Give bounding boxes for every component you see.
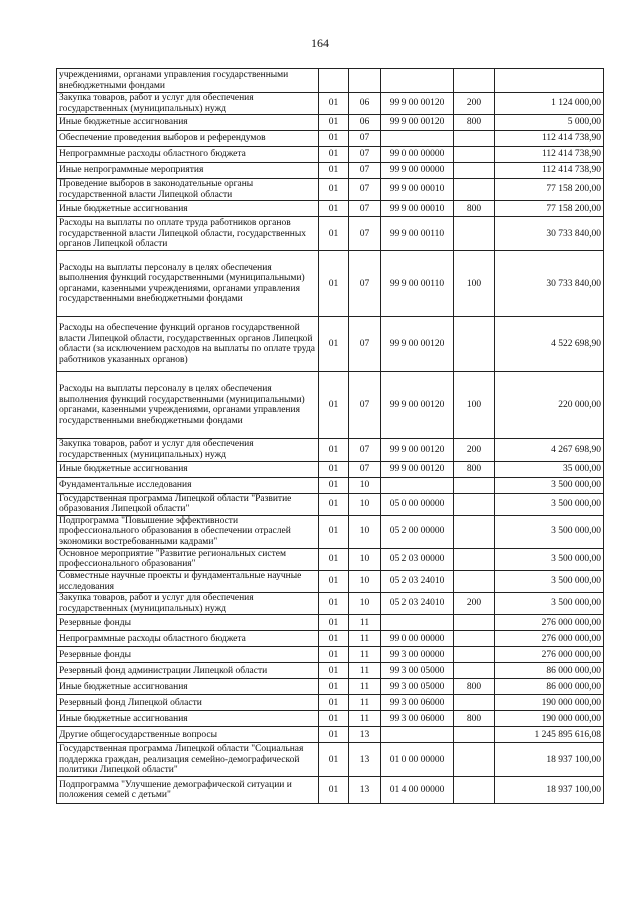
expense-type-cell: 200 <box>454 439 495 461</box>
target-article-cell: 99 9 00 00010 <box>381 201 454 217</box>
amount-cell: 190 000 000,00 <box>495 711 604 727</box>
row-name-cell: Иные бюджетные ассигнования <box>57 711 319 727</box>
target-article-cell: 99 9 00 00110 <box>381 217 454 251</box>
row-name-cell: Иные бюджетные ассигнования <box>57 115 319 131</box>
amount-cell: 3 500 000,00 <box>495 593 604 615</box>
table-row <box>57 743 604 777</box>
section-code-cell: 01 <box>319 251 349 317</box>
table-row <box>57 131 604 147</box>
amount-cell: 18 937 100,00 <box>495 743 604 777</box>
subsection-code-cell: 10 <box>349 593 381 615</box>
target-article-cell <box>381 727 454 743</box>
amount-cell: 3 500 000,00 <box>495 477 604 493</box>
expense-type-cell: 800 <box>454 711 495 727</box>
section-code-cell: 01 <box>319 163 349 179</box>
budget-table <box>56 68 604 804</box>
amount-cell: 77 158 200,00 <box>495 201 604 217</box>
table-row <box>57 570 604 592</box>
subsection-code-cell: 07 <box>349 163 381 179</box>
expense-type-cell <box>454 548 495 570</box>
expense-type-cell: 800 <box>454 461 495 477</box>
subsection-code-cell: 07 <box>349 147 381 163</box>
subsection-code-cell: 11 <box>349 631 381 647</box>
section-code-cell: 01 <box>319 372 349 439</box>
row-name-cell: Проведение выборов в законодательные органы государственной власти Липецкой области <box>57 179 319 201</box>
expense-type-cell <box>454 631 495 647</box>
subsection-code-cell: 11 <box>349 663 381 679</box>
table-row <box>57 147 604 163</box>
expense-type-cell <box>454 647 495 663</box>
subsection-code-cell: 07 <box>349 179 381 201</box>
section-code-cell: 01 <box>319 631 349 647</box>
expense-type-cell <box>454 163 495 179</box>
expense-type-cell: 800 <box>454 679 495 695</box>
target-article-cell <box>381 69 454 93</box>
row-name-cell: Расходы на обеспечение функций органов государственной власти Липецкой области, государственных органов Липецкой области (за исключением расходов на выплаты по оплате труда работников указанных органов) <box>57 317 319 372</box>
section-code-cell: 01 <box>319 515 349 548</box>
amount-cell: 276 000 000,00 <box>495 615 604 631</box>
table-row <box>57 201 604 217</box>
table-row <box>57 317 604 372</box>
section-code-cell: 01 <box>319 570 349 592</box>
subsection-code-cell: 07 <box>349 201 381 217</box>
target-article-cell: 99 9 00 00010 <box>381 179 454 201</box>
expense-type-cell <box>454 727 495 743</box>
subsection-code-cell: 07 <box>349 372 381 439</box>
row-name-cell: Подпрограмма "Повышение эффективности профессионального образования в обеспечении отраслей экономики востребованными кадрами" <box>57 515 319 548</box>
row-name-cell: Другие общегосударственные вопросы <box>57 727 319 743</box>
amount-cell <box>495 69 604 93</box>
subsection-code-cell: 11 <box>349 679 381 695</box>
expense-type-cell <box>454 147 495 163</box>
section-code-cell: 01 <box>319 179 349 201</box>
subsection-code-cell: 06 <box>349 93 381 115</box>
subsection-code-cell: 10 <box>349 515 381 548</box>
section-code-cell: 01 <box>319 93 349 115</box>
amount-cell: 1 245 895 616,08 <box>495 727 604 743</box>
amount-cell: 4 522 698,90 <box>495 317 604 372</box>
target-article-cell: 99 9 00 00120 <box>381 439 454 461</box>
row-name-cell: Закупка товаров, работ и услуг для обеспечения государственных (муниципальных) нужд <box>57 439 319 461</box>
row-name-cell: Совместные научные проекты и фундаментальные научные исследования <box>57 570 319 592</box>
row-name-cell: Иные бюджетные ассигнования <box>57 201 319 217</box>
section-code-cell: 01 <box>319 147 349 163</box>
target-article-cell: 99 9 00 00120 <box>381 93 454 115</box>
row-name-cell: Закупка товаров, работ и услуг для обеспечения государственных (муниципальных) нужд <box>57 93 319 115</box>
row-name-cell: Подпрограмма "Улучшение демографической ситуации и положения семей с детьми" <box>57 777 319 804</box>
table-row <box>57 727 604 743</box>
table-row <box>57 69 604 93</box>
target-article-cell <box>381 131 454 147</box>
subsection-code-cell: 11 <box>349 615 381 631</box>
section-code-cell: 01 <box>319 477 349 493</box>
amount-cell: 77 158 200,00 <box>495 179 604 201</box>
target-article-cell: 05 0 00 00000 <box>381 493 454 515</box>
expense-type-cell <box>454 131 495 147</box>
section-code-cell: 01 <box>319 727 349 743</box>
target-article-cell: 99 3 00 06000 <box>381 695 454 711</box>
section-code-cell: 01 <box>319 695 349 711</box>
table-row <box>57 548 604 570</box>
target-article-cell: 99 0 00 00000 <box>381 631 454 647</box>
amount-cell: 220 000,00 <box>495 372 604 439</box>
row-name-cell: Государственная программа Липецкой области "Социальная поддержка граждан, реализация семейно-демографической политики Липецкой области" <box>57 743 319 777</box>
amount-cell: 3 500 000,00 <box>495 493 604 515</box>
target-article-cell <box>381 615 454 631</box>
page-number: 164 <box>311 36 329 50</box>
expense-type-cell <box>454 615 495 631</box>
row-name-cell: Закупка товаров, работ и услуг для обеспечения государственных (муниципальных) нужд <box>57 593 319 615</box>
section-code-cell: 01 <box>319 317 349 372</box>
section-code-cell: 01 <box>319 131 349 147</box>
amount-cell: 1 124 000,00 <box>495 93 604 115</box>
subsection-code-cell: 07 <box>349 251 381 317</box>
table-row <box>57 631 604 647</box>
amount-cell: 4 267 698,90 <box>495 439 604 461</box>
subsection-code-cell: 07 <box>349 317 381 372</box>
row-name-cell: учреждениями, органами управления государственными внебюджетными фондами <box>57 69 319 93</box>
amount-cell: 86 000 000,00 <box>495 663 604 679</box>
table-row <box>57 477 604 493</box>
expense-type-cell <box>454 493 495 515</box>
table-row <box>57 163 604 179</box>
section-code-cell: 01 <box>319 461 349 477</box>
target-article-cell <box>381 477 454 493</box>
subsection-code-cell: 13 <box>349 777 381 804</box>
target-article-cell: 05 2 00 00000 <box>381 515 454 548</box>
subsection-code-cell: 07 <box>349 217 381 251</box>
row-name-cell: Основное мероприятие "Развитие региональных систем профессионального образования" <box>57 548 319 570</box>
table-row <box>57 93 604 115</box>
subsection-code-cell: 07 <box>349 461 381 477</box>
target-article-cell: 05 2 03 00000 <box>381 548 454 570</box>
expense-type-cell <box>454 570 495 592</box>
target-article-cell: 99 3 00 05000 <box>381 663 454 679</box>
table-row <box>57 663 604 679</box>
expense-type-cell: 200 <box>454 93 495 115</box>
row-name-cell: Расходы на выплаты персоналу в целях обеспечения выполнения функций государственными (муниципальными) органами, казенными учреждениями, органами управления государственными внебюджетными фондами <box>57 251 319 317</box>
expense-type-cell: 800 <box>454 201 495 217</box>
table-row <box>57 679 604 695</box>
section-code-cell <box>319 69 349 93</box>
subsection-code-cell: 07 <box>349 439 381 461</box>
row-name-cell: Непрограммные расходы областного бюджета <box>57 631 319 647</box>
subsection-code-cell: 10 <box>349 548 381 570</box>
table-row <box>57 493 604 515</box>
section-code-cell: 01 <box>319 777 349 804</box>
subsection-code-cell: 11 <box>349 647 381 663</box>
expense-type-cell <box>454 663 495 679</box>
target-article-cell: 01 0 00 00000 <box>381 743 454 777</box>
table-row <box>57 115 604 131</box>
table-row <box>57 461 604 477</box>
row-name-cell: Непрограммные расходы областного бюджета <box>57 147 319 163</box>
subsection-code-cell: 11 <box>349 711 381 727</box>
amount-cell: 112 414 738,90 <box>495 131 604 147</box>
row-name-cell: Государственная программа Липецкой области "Развитие образования Липецкой области" <box>57 493 319 515</box>
target-article-cell: 99 9 00 00120 <box>381 115 454 131</box>
expense-type-cell <box>454 743 495 777</box>
target-article-cell: 05 2 03 24010 <box>381 570 454 592</box>
amount-cell: 112 414 738,90 <box>495 147 604 163</box>
subsection-code-cell: 11 <box>349 695 381 711</box>
expense-type-cell <box>454 777 495 804</box>
section-code-cell: 01 <box>319 493 349 515</box>
target-article-cell: 99 9 00 00120 <box>381 317 454 372</box>
row-name-cell: Иные бюджетные ассигнования <box>57 679 319 695</box>
target-article-cell: 99 9 00 00110 <box>381 251 454 317</box>
subsection-code-cell: 10 <box>349 493 381 515</box>
table-row <box>57 515 604 548</box>
table-row <box>57 439 604 461</box>
expense-type-cell: 100 <box>454 372 495 439</box>
row-name-cell: Расходы на выплаты персоналу в целях обеспечения выполнения функций государственными (муниципальными) органами, казенными учреждениями, органами управления государственными внебюджетными фондами <box>57 372 319 439</box>
expense-type-cell <box>454 217 495 251</box>
table-row <box>57 372 604 439</box>
expense-type-cell <box>454 477 495 493</box>
subsection-code-cell: 13 <box>349 727 381 743</box>
table-row <box>57 179 604 201</box>
section-code-cell: 01 <box>319 548 349 570</box>
amount-cell: 276 000 000,00 <box>495 647 604 663</box>
target-article-cell: 99 0 00 00000 <box>381 147 454 163</box>
section-code-cell: 01 <box>319 615 349 631</box>
amount-cell: 35 000,00 <box>495 461 604 477</box>
row-name-cell: Резервный фонд Липецкой области <box>57 695 319 711</box>
section-code-cell: 01 <box>319 743 349 777</box>
row-name-cell: Резервный фонд администрации Липецкой области <box>57 663 319 679</box>
section-code-cell: 01 <box>319 201 349 217</box>
table-row <box>57 777 604 804</box>
target-article-cell: 99 3 00 00000 <box>381 647 454 663</box>
amount-cell: 18 937 100,00 <box>495 777 604 804</box>
amount-cell: 86 000 000,00 <box>495 679 604 695</box>
target-article-cell: 01 4 00 00000 <box>381 777 454 804</box>
amount-cell: 112 414 738,90 <box>495 163 604 179</box>
subsection-code-cell: 06 <box>349 115 381 131</box>
section-code-cell: 01 <box>319 593 349 615</box>
table-row <box>57 615 604 631</box>
amount-cell: 30 733 840,00 <box>495 251 604 317</box>
section-code-cell: 01 <box>319 711 349 727</box>
table-row <box>57 251 604 317</box>
row-name-cell: Фундаментальные исследования <box>57 477 319 493</box>
amount-cell: 3 500 000,00 <box>495 515 604 548</box>
target-article-cell: 99 3 00 05000 <box>381 679 454 695</box>
section-code-cell: 01 <box>319 647 349 663</box>
amount-cell: 190 000 000,00 <box>495 695 604 711</box>
target-article-cell: 99 3 00 06000 <box>381 711 454 727</box>
expense-type-cell <box>454 69 495 93</box>
amount-cell: 30 733 840,00 <box>495 217 604 251</box>
expense-type-cell: 100 <box>454 251 495 317</box>
subsection-code-cell: 13 <box>349 743 381 777</box>
section-code-cell: 01 <box>319 115 349 131</box>
target-article-cell: 99 9 00 00000 <box>381 163 454 179</box>
section-code-cell: 01 <box>319 679 349 695</box>
amount-cell: 5 000,00 <box>495 115 604 131</box>
subsection-code-cell <box>349 69 381 93</box>
row-name-cell: Резервные фонды <box>57 615 319 631</box>
row-name-cell: Расходы на выплаты по оплате труда работников органов государственной власти Липецкой области, государственных органов Липецкой области <box>57 217 319 251</box>
section-code-cell: 01 <box>319 217 349 251</box>
amount-cell: 276 000 000,00 <box>495 631 604 647</box>
table-row <box>57 647 604 663</box>
expense-type-cell: 200 <box>454 593 495 615</box>
row-name-cell: Обеспечение проведения выборов и референдумов <box>57 131 319 147</box>
subsection-code-cell: 10 <box>349 570 381 592</box>
subsection-code-cell: 10 <box>349 477 381 493</box>
target-article-cell: 99 9 00 00120 <box>381 372 454 439</box>
table-row <box>57 695 604 711</box>
subsection-code-cell: 07 <box>349 131 381 147</box>
table-row <box>57 593 604 615</box>
target-article-cell: 99 9 00 00120 <box>381 461 454 477</box>
row-name-cell: Иные бюджетные ассигнования <box>57 461 319 477</box>
table-row <box>57 711 604 727</box>
section-code-cell: 01 <box>319 663 349 679</box>
row-name-cell: Иные непрограммные мероприятия <box>57 163 319 179</box>
expense-type-cell <box>454 317 495 372</box>
expense-type-cell: 800 <box>454 115 495 131</box>
amount-cell: 3 500 000,00 <box>495 570 604 592</box>
target-article-cell: 05 2 03 24010 <box>381 593 454 615</box>
section-code-cell: 01 <box>319 439 349 461</box>
row-name-cell: Резервные фонды <box>57 647 319 663</box>
budget-table-body <box>57 69 604 804</box>
expense-type-cell <box>454 179 495 201</box>
expense-type-cell <box>454 695 495 711</box>
table-row <box>57 217 604 251</box>
expense-type-cell <box>454 515 495 548</box>
amount-cell: 3 500 000,00 <box>495 548 604 570</box>
